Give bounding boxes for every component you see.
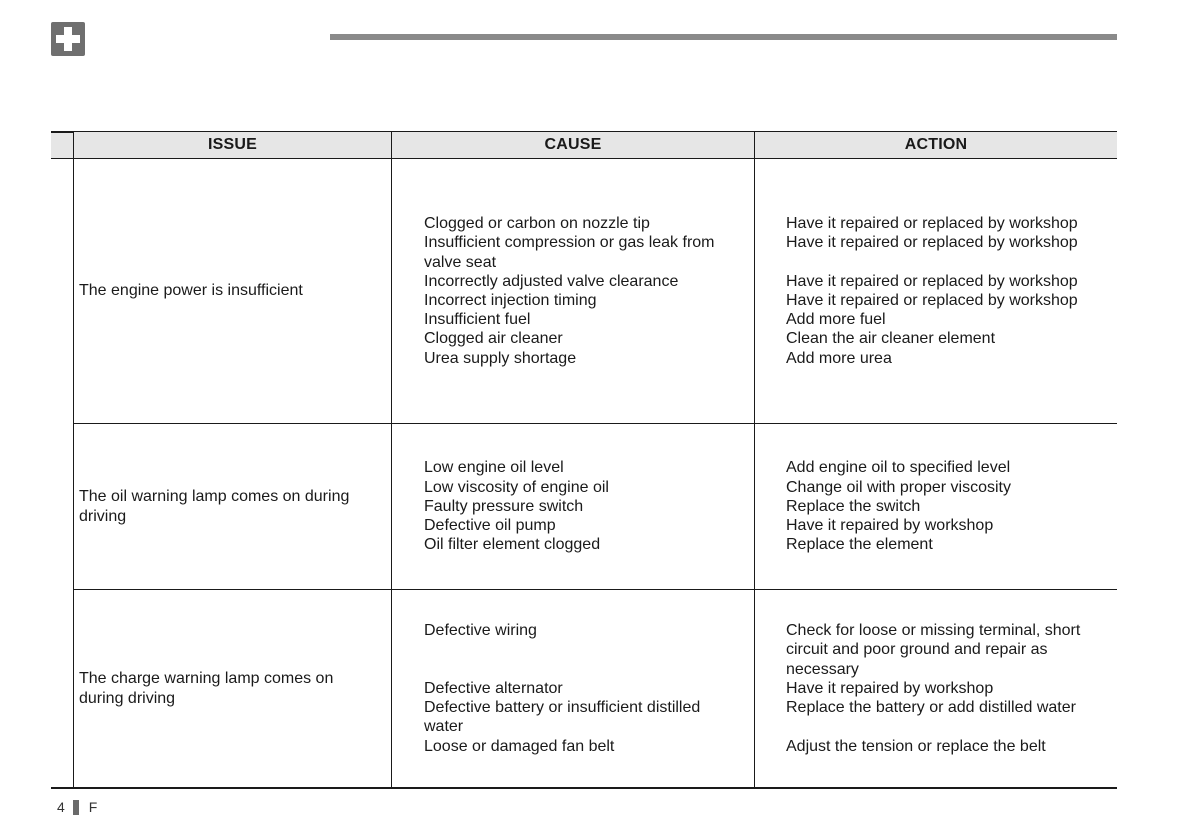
table-row-actions (786, 590, 1116, 787)
header-action: ACTION (755, 132, 1117, 158)
action-item: Replace the switch (786, 497, 921, 515)
action-item: Clean the air cleaner element (786, 330, 996, 348)
cause-item: Insufficient compression or gas leak from valve seat (424, 234, 715, 271)
action-item: Add more urea (786, 349, 892, 367)
header-rule (330, 34, 1117, 40)
cause-item: Faulty pressure switch (424, 497, 584, 515)
section-letter: F (88, 799, 98, 815)
cause-item: Loose or damaged fan belt (424, 737, 615, 755)
cause-item: Oil filter element clogged (424, 536, 601, 554)
table-row-causes (424, 159, 754, 423)
cause-item: Defective oil pump (424, 517, 556, 535)
header-issue: ISSUE (74, 132, 391, 158)
cause-item: Low viscosity of engine oil (424, 478, 609, 496)
cause-item: Clogged air cleaner (424, 330, 563, 348)
action-item: Have it repaired or replaced by workshop (786, 234, 1078, 252)
troubleshooting-table (51, 131, 1117, 789)
action-item: Replace the element (786, 536, 933, 554)
cause-item: Defective wiring (424, 622, 537, 640)
issue-text: The engine power is insufficient (79, 282, 303, 300)
page-footer (57, 799, 97, 815)
action-item: Have it repaired or replaced by workshop (786, 215, 1078, 233)
action-item: Have it repaired or replaced by workshop (786, 292, 1078, 309)
action-item: Change oil with proper viscosity (786, 478, 1011, 496)
table-row-causes (424, 424, 754, 589)
table-row-issue (79, 159, 391, 423)
header-cause: CAUSE (392, 132, 754, 158)
cause-item: Defective battery or insufficient distilled water (424, 699, 701, 736)
table-row-issue (79, 424, 391, 589)
action-item: Have it repaired or replaced by workshop (786, 272, 1078, 290)
cause-item: Insufficient fuel (424, 311, 531, 329)
page-number: 4 (57, 799, 65, 815)
issue-text: The charge warning lamp comes on during driving (79, 670, 334, 707)
table-row-issue (79, 590, 391, 787)
cause-item: Urea supply shortage (424, 349, 577, 367)
action-item: Have it repaired by workshop (786, 517, 994, 535)
cause-item: Defective alternator (424, 679, 563, 697)
issue-text: The oil warning lamp comes on during driving (79, 488, 350, 525)
action-item: Check for loose or missing terminal, short circuit and poor ground and repair as necessary (786, 622, 1081, 678)
cause-item: Incorrect injection timing (424, 292, 597, 309)
table-row-actions (786, 424, 1116, 589)
action-item: Adjust the tension or replace the belt (786, 737, 1046, 755)
cause-item: Clogged or carbon on nozzle tip (424, 215, 650, 233)
action-item: Have it repaired by workshop (786, 679, 994, 697)
cause-item: Low engine oil level (424, 459, 564, 477)
table-row-actions (786, 159, 1116, 423)
action-item: Replace the battery or add distilled water (786, 699, 1076, 717)
table-row-causes (424, 590, 754, 787)
table-stub (51, 132, 73, 158)
footer-separator (73, 800, 79, 815)
action-item: Add more fuel (786, 311, 886, 329)
logo (51, 22, 85, 56)
cause-item: Incorrectly adjusted valve clearance (424, 272, 679, 290)
action-item: Add engine oil to specified level (786, 459, 1011, 477)
